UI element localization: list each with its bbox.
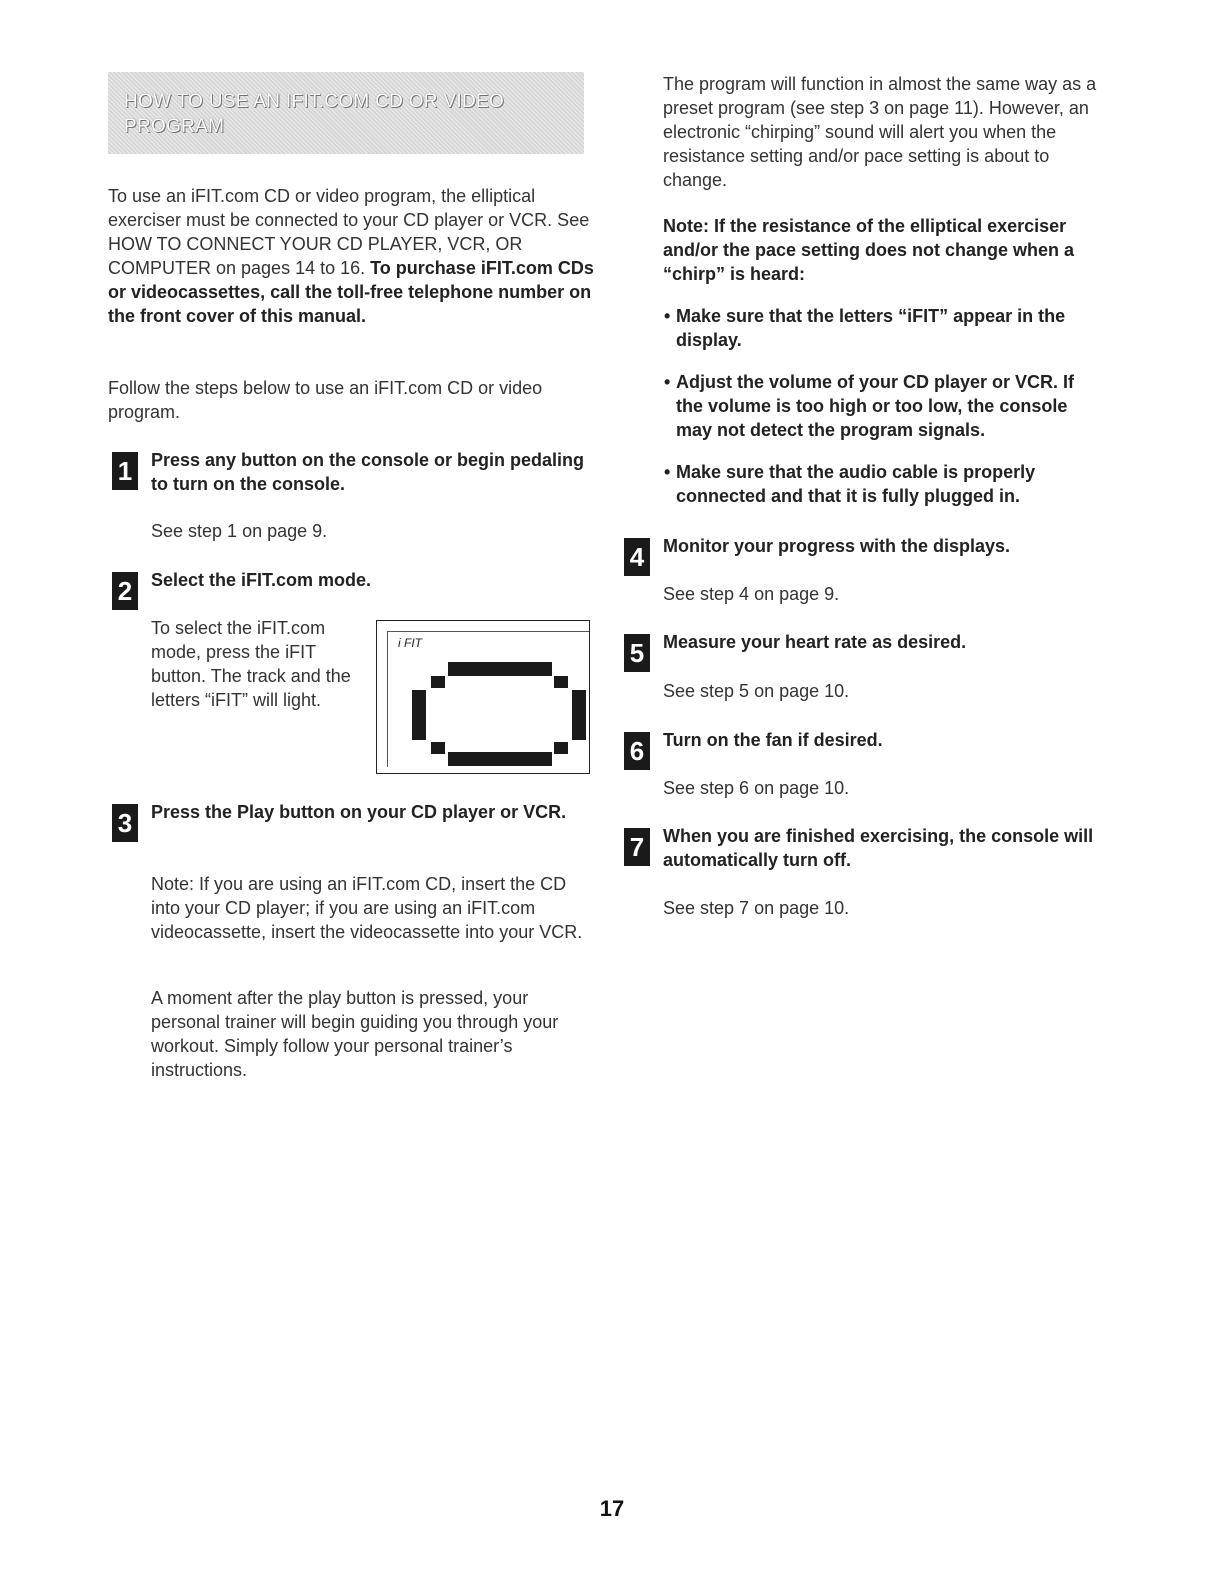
bullet-dot-icon: • (664, 462, 671, 482)
step-5-title: Measure your heart rate as desired. (663, 632, 967, 652)
step-7-body: See step 7 on page 10. (663, 898, 850, 918)
step-6-title: Turn on the fan if desired. (663, 730, 883, 750)
bullet-dot-icon: • (664, 372, 671, 392)
step-1-number: 1 (112, 452, 138, 490)
step-2-number: 2 (112, 572, 138, 610)
track-segment-bottom-right (554, 742, 568, 754)
track-segment-bottom-left (431, 742, 445, 754)
track-segment-top-left (431, 676, 445, 688)
bullet-dot-icon: • (664, 306, 671, 326)
step-4-title: Monitor your progress with the displays. (663, 536, 1011, 556)
display-window (387, 631, 589, 767)
console-display-illustration (376, 620, 590, 774)
section-title: HOW TO USE AN IFIT.COM CD OR VIDEO PROGRAM (124, 91, 505, 137)
intro-follow: Follow the steps below to use an iFIT.com CD or video program. (108, 378, 543, 422)
step-2-title: Select the iFIT.com mode. (151, 570, 372, 590)
step-4-body: See step 4 on page 9. (663, 584, 840, 604)
section-header (108, 72, 584, 154)
track-segment-bottom (448, 752, 552, 766)
intro-text: To use an iFIT.com CD or video program, the elliptical exerciser must be connected to your CD player or VCR. See HOW TO CONNECT YOUR CD PLAYER, VCR, OR COMPUTER on pages 14 to 16. (108, 186, 590, 278)
intro-purchase-note: To purchase iFIT.com CDs or videocassettes, call the toll-free telephone number on the front cover of this manual. (108, 258, 594, 326)
bullet-text: Make sure that the audio cable is properly connected and that it is fully plugged in. (676, 462, 1036, 506)
step-7-number: 7 (624, 828, 650, 866)
track-segment-top-right (554, 676, 568, 688)
track-segment-left (412, 690, 426, 740)
intro-paragraph (108, 184, 594, 328)
bullet-text: Make sure that the letters “iFIT” appear in the display. (676, 306, 1066, 350)
bullet-item (664, 304, 1086, 352)
step-1-body: See step 1 on page 9. (151, 521, 328, 541)
page-number: 17 (599, 1496, 625, 1521)
step-3-title: Press the Play button on your CD player or VCR. (151, 802, 567, 822)
bullet-text: Adjust the volume of your CD player or VCR. If the volume is too high or too low, the console may not detect the program signals. (676, 372, 1075, 440)
step-1-title: Press any button on the console or begin pedaling to turn on the console. (151, 450, 585, 494)
track-segment-top (448, 662, 552, 676)
chirp-note: Note: If the resistance of the elliptical exerciser and/or the pace setting does not change when a “chirp” is heard: (663, 216, 1075, 284)
step-4-number: 4 (624, 538, 650, 576)
track-segment-right (572, 690, 586, 740)
step-2-body: To select the iFIT.com mode, press the iFIT button. The track and the letters “iFIT” will light. (151, 618, 351, 710)
ifit-indicator-label: i FIT (398, 636, 422, 650)
step-7-title: When you are finished exercising, the console will automatically turn off. (663, 826, 1094, 870)
step-3-number: 3 (112, 804, 138, 842)
bullet-item (664, 460, 1096, 508)
step-5-number: 5 (624, 634, 650, 672)
step-5-body: See step 5 on page 10. (663, 681, 850, 701)
step-6-body: See step 6 on page 10. (663, 778, 850, 798)
step-3-body: A moment after the play button is pressed, your personal trainer will begin guiding you through your workout. Simply follow your personal trainer’s instructions. (151, 988, 559, 1080)
step-3-note: Note: If you are using an iFIT.com CD, insert the CD into your CD player; if you are using an iFIT.com videocassette, insert the videocassette into your VCR. (151, 874, 583, 942)
step-6-number: 6 (624, 732, 650, 770)
bullet-item (664, 370, 1106, 442)
program-function-paragraph: The program will function in almost the same way as a preset program (see step 3 on page 11). However, an electronic “chirping” sound will alert you when the resistance setting and/or pace setting is about to change. (663, 74, 1097, 190)
